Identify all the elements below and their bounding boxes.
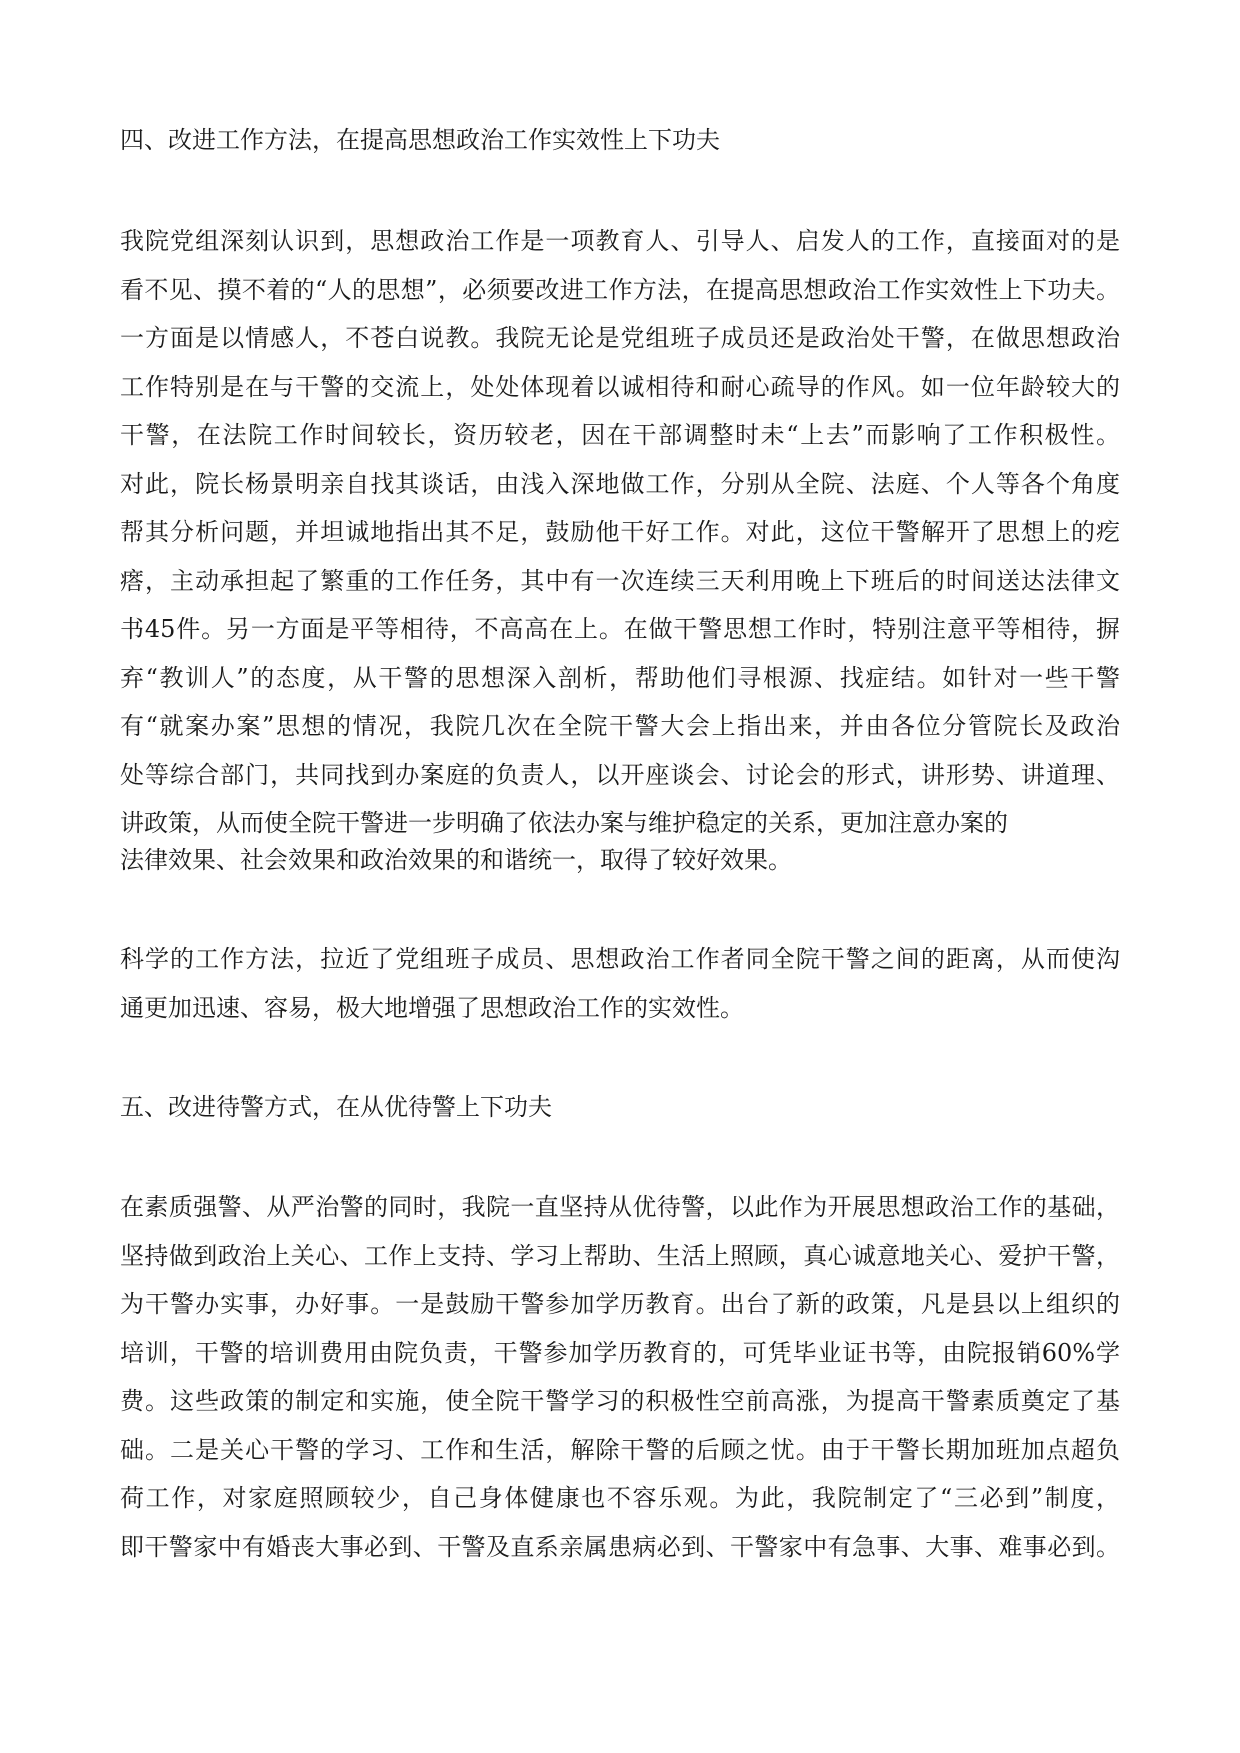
paragraph-line: 通更加迅速、容易，极大地增强了思想政治工作的实效性。 [120, 993, 744, 1022]
paragraph-line: 处等综合部门，共同找到办案庭的负责人，以开座谈会、讨论会的形式，讲形势、讲道理、 [120, 760, 1120, 789]
paragraph-treatment [120, 1189, 1120, 1577]
paragraph-line: 法律效果、社会效果和政治效果的和谐统一，取得了较好效果。 [120, 846, 792, 874]
section-heading-5: 五、改进待警方式，在从优待警上下功夫 [120, 1093, 552, 1121]
paragraph-line: 我院党组深刻认识到，思想政治工作是一项教育人、引导人、启发人的工作，直接面对的是 [120, 227, 1120, 255]
paragraph-method [120, 223, 1120, 854]
section-heading-4: 四、改进工作方法，在提高思想政治工作实效性上下功夫 [120, 126, 720, 154]
paragraph-line: 工作特别是在与干警的交流上，处处体现着以诚相待和耐心疏导的作风。如一位年龄较大的 [120, 372, 1120, 401]
paragraph-line: 为干警办实事，办好事。一是鼓励干警参加学历教育。出台了新的政策，凡是县以上组织的 [120, 1290, 1120, 1318]
paragraph-line: 书45件。另一方面是平等相待，不高高在上。在做干警思想工作时，特别注意平等相待，摒 [120, 615, 1120, 643]
paragraph-line: 培训，干警的培训费用由院负责，干警参加学历教育的，可凭毕业证书等，由院报销60%学 [120, 1338, 1120, 1367]
paragraph-line: 费。这些政策的制定和实施，使全院干警学习的积极性空前高涨，为提高干警素质奠定了基 [120, 1387, 1120, 1415]
paragraph-line: 对此，院长杨景明亲自找其谈话，由浅入深地做工作，分别从全院、法庭、个人等各个角度 [120, 469, 1120, 498]
paragraph-line: 科学的工作方法，拉近了党组班子成员、思想政治工作者同全院干警之间的距离，从而使沟 [120, 945, 1120, 973]
paragraph-line: 瘩，主动承担起了繁重的工作任务，其中有一次连续三天利用晚上下班后的时间送达法律文 [120, 566, 1120, 595]
paragraph-line: 荷工作，对家庭照顾较少，自己身体健康也不容乐观。为此，我院制定了“三必到”制度， [120, 1484, 1120, 1512]
paragraph-line: 帮其分析问题，并坦诚地指出其不足，鼓励他干好工作。对此，这位干警解开了思想上的疙 [120, 518, 1120, 546]
paragraph-line: 弃“教训人”的态度，从干警的思想深入剖析，帮助他们寻根源、找症结。如针对一些干警 [120, 663, 1120, 692]
paragraph-conclusion [120, 941, 1120, 1038]
paragraph-line: 看不见、摸不着的“人的思想”，必须要改进工作方法，在提高思想政治工作实效性上下功夫。 [120, 275, 1120, 304]
paragraph-line: 即干警家中有婚丧大事必到、干警及直系亲属患病必到、干警家中有急事、大事、难事必到。 [120, 1532, 1120, 1561]
paragraph-effect [120, 842, 1120, 891]
paragraph-line: 在素质强警、从严治警的同时，我院一直坚持从优待警，以此作为开展思想政治工作的基础， [120, 1193, 1120, 1221]
paragraph-line: 有“就案办案”思想的情况，我院几次在全院干警大会上指出来，并由各位分管院长及政治 [120, 712, 1120, 740]
paragraph-line: 讲政策，从而使全院干警进一步明确了依法办案与维护稳定的关系，更加注意办案的 [120, 809, 1008, 837]
paragraph-line: 坚持做到政治上关心、工作上支持、学习上帮助、生活上照顾，真心诚意地关心、爱护干警， [120, 1241, 1120, 1270]
paragraph-line: 一方面是以情感人，不苍白说教。我院无论是党组班子成员还是政治处干警，在做思想政治 [120, 324, 1120, 352]
paragraph-line: 础。二是关心干警的学习、工作和生活，解除干警的后顾之忧。由于干警长期加班加点超负 [120, 1435, 1120, 1464]
paragraph-line: 干警，在法院工作时间较长，资历较老，因在干部调整时未“上去”而影响了工作积极性。 [120, 421, 1120, 449]
